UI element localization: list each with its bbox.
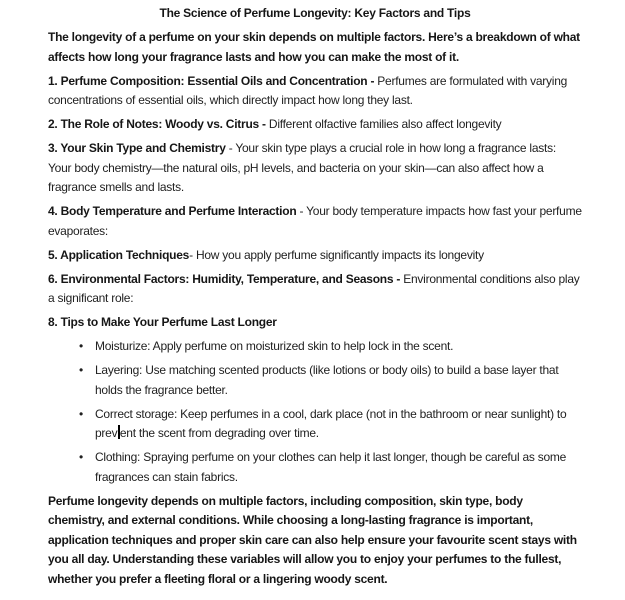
intro-paragraph: The longevity of a perfume on your skin depends on multiple factors. Here’s a breakdown of what affects how long your fragrance lasts and how you can make the most of it. [48, 30, 580, 64]
section-heading-1 [48, 72, 582, 111]
section-4-label: 4. Body Temperature and Perfume Interaction [48, 204, 297, 218]
bullet-icon: • [79, 450, 83, 464]
section-5-label: 5. Application Techniques [48, 247, 190, 262]
section-3-text: - Your skin type plays a crucial role in how long a fragrance lasts: Your body chemistry—the natural oils, pH levels, and bacteria on your skin—can also affect how a fragrance smells and lasts. [48, 141, 556, 194]
list-item-correct-storage [48, 405, 582, 444]
section-5-text: - How you apply perfume significantly impacts its longevity [189, 247, 484, 262]
section-2-text: Different olfactive families also affect longevity [265, 117, 502, 131]
list-item-text: Clothing: Spraying perfume on your clothes can help it last longer, though be careful as some fragrances can stain fabrics. [95, 450, 567, 484]
tips-heading: 8. Tips to Make Your Perfume Last Longer [48, 315, 277, 329]
section-4-text: - Your body temperature impacts how fast your perfume evaporates: [48, 204, 582, 238]
list-item-text: Moisturize: Apply perfume on moisturized skin to help lock in the scent. [95, 339, 454, 353]
section-heading-5 [48, 246, 582, 266]
section-heading-6 [48, 270, 582, 309]
conclusion-paragraph: Perfume longevity depends on multiple factors, including composition, skin type, body chemistry, and external conditions. While choosing a long-lasting fragrance is important, application techniques and proper skin care can also help ensure your favourite scent stays with you all day. Understanding these variables will allow you to enjoy your perfumes to the fullest, whether you prefer a fleeting floral or a lingering woody scent. [48, 493, 577, 586]
list-item-text [95, 407, 566, 441]
list-item-layering [48, 361, 582, 400]
text-after-cursor: ent the scent from degrading over time. [119, 426, 319, 440]
bullet-icon: • [79, 339, 83, 353]
section-1-label: 1. Perfume Composition: Essential Oils and Concentration - [48, 73, 375, 88]
bullet-icon: • [79, 406, 83, 421]
section-6-label: 6. Environmental Factors: Humidity, Temperature, and Seasons - [48, 271, 401, 286]
section-6-text: Environmental conditions also play a significant role: [48, 271, 580, 305]
section-heading-4 [48, 202, 582, 241]
text-before-cursor: Correct storage: Keep perfumes in a cool, dark place (not in the bathroom or near sunlight) to prev [95, 406, 567, 440]
bullet-icon: • [79, 363, 83, 377]
list-item-moisturize [48, 337, 582, 357]
document-title: The Science of Perfume Longevity: Key Factors and Tips [159, 6, 471, 20]
list-item-text: Layering: Use matching scented products (like lotions or body oils) to build a base layer that holds the fragrance better. [95, 363, 559, 397]
section-heading-3 [48, 139, 582, 198]
tips-list [48, 337, 582, 487]
list-item-clothing [48, 448, 582, 487]
section-1-text: Perfumes are formulated with varying concentrations of essential oils, which directly impact how long they last. [48, 73, 568, 107]
section-heading-2 [48, 115, 582, 135]
section-2-label: 2. The Role of Notes: Woody vs. Citrus - [48, 117, 266, 131]
section-3-label: 3. Your Skin Type and Chemistry [48, 141, 226, 155]
